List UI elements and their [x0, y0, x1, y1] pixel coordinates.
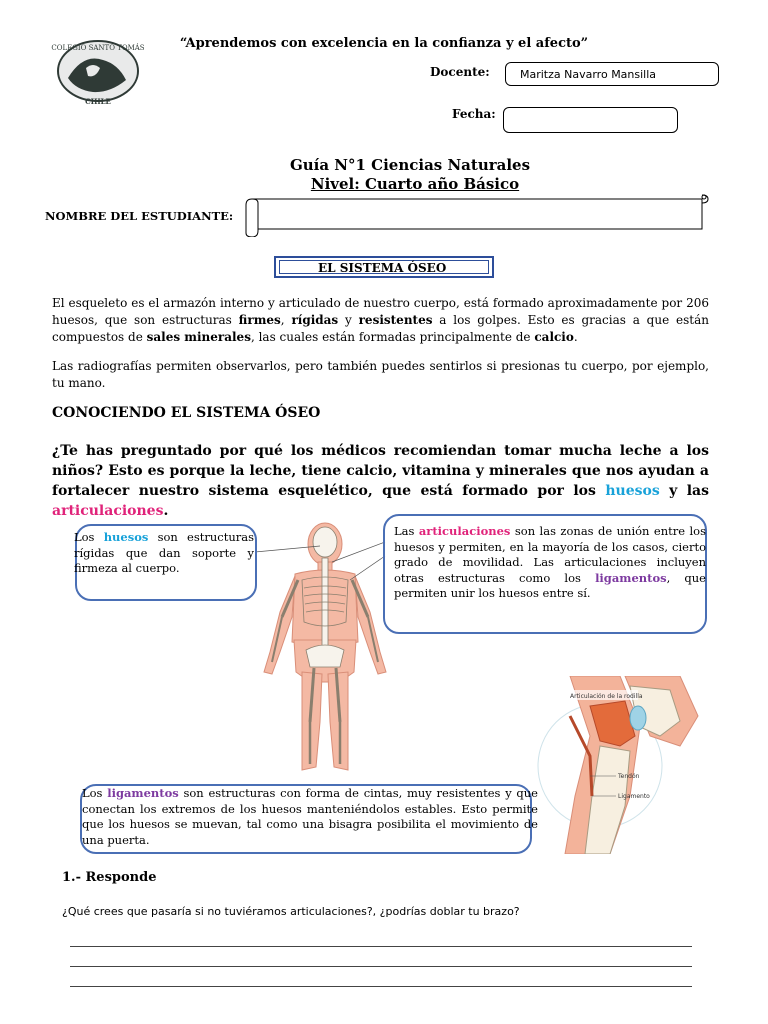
section-title-box	[274, 256, 494, 278]
knowing-heading: CONOCIENDO EL SISTEMA ÓSEO	[52, 405, 321, 421]
guide-level: Nivel: Cuarto año Básico	[310, 175, 520, 193]
answer-line[interactable]	[70, 946, 692, 947]
activity-heading: 1.- Responde	[62, 870, 157, 885]
answer-line[interactable]	[70, 986, 692, 987]
section-title: EL SISTEMA ÓSEO	[279, 260, 489, 274]
school-logo	[48, 38, 148, 108]
bubble-articulaciones-text: Las articulaciones son las zonas de unión entre los huesos y permiten, en la mayoría de los casos, cierto grado de movilidad. Las articulaciones incluyen otras estructuras como los ligamentos, que permiten unir los huesos entre sí.	[394, 524, 706, 600]
docente-label: Docente:	[430, 65, 490, 79]
intro-paragraph-2: Las radiografías permiten observarlos, pero también puedes sentirlos si presionas tu cuerpo, por ejemplo, tu mano.	[52, 359, 709, 390]
knowing-paragraph: ¿Te has preguntado por qué los médicos recomiendan tomar mucha leche a los niños? Esto es porque la leche, tiene calcio, vitamina y minerales que nos ayudan a fortalecer nuestro sistema esquelético, que está formado por los huesos y las articulaciones.	[52, 443, 710, 519]
guide-title: Guía N°1 Ciencias Naturales	[289, 156, 531, 174]
bubble-ligamentos-text: Los ligamentos son estructuras con forma de cintas, muy resistentes y que conectan los extremos de los huesos manteniéndolos estables. Esto permite que los huesos se muevan, tal como una bisagra posibilita el movimiento de una puerta.	[82, 786, 538, 847]
knee-illustration	[530, 676, 702, 854]
intro-paragraph-1: El esqueleto es el armazón interno y articulado de nuestro cuerpo, está formado aproximadamente por 206 huesos, que son estructuras firmes, rígidas y resistentes a los golpes. Esto es gracias a que están compuestos de sales minerales, las cuales están formadas principalmente de calcio.	[52, 296, 709, 344]
fecha-field[interactable]	[503, 107, 678, 133]
answer-line[interactable]	[70, 966, 692, 967]
skeleton-illustration	[250, 522, 400, 780]
knee-label-ligament: Ligamento	[618, 793, 650, 800]
knee-label-tendon: Tendón	[618, 773, 640, 780]
logo-text-top: COLEGIO SANTO TOMÁS	[51, 44, 145, 52]
knee-title: Articulación de la rodilla	[570, 693, 643, 700]
bubble-huesos-text: Los huesos son estructuras rígidas que dan soporte y firmeza al cuerpo.	[74, 530, 254, 575]
activity-question: ¿Qué crees que pasaría si no tuviéramos articulaciones?, ¿podrías doblar tu brazo?	[62, 905, 520, 918]
logo-text-bottom: CHILE	[85, 97, 111, 106]
student-name-label: NOMBRE DEL ESTUDIANTE:	[45, 209, 234, 223]
fecha-label: Fecha:	[452, 107, 496, 121]
student-name-field[interactable]	[244, 193, 710, 237]
school-motto: “Aprendemos con excelencia en la confianza y el afecto”	[179, 36, 589, 51]
docente-field[interactable]: Maritza Navarro Mansilla	[505, 62, 719, 86]
